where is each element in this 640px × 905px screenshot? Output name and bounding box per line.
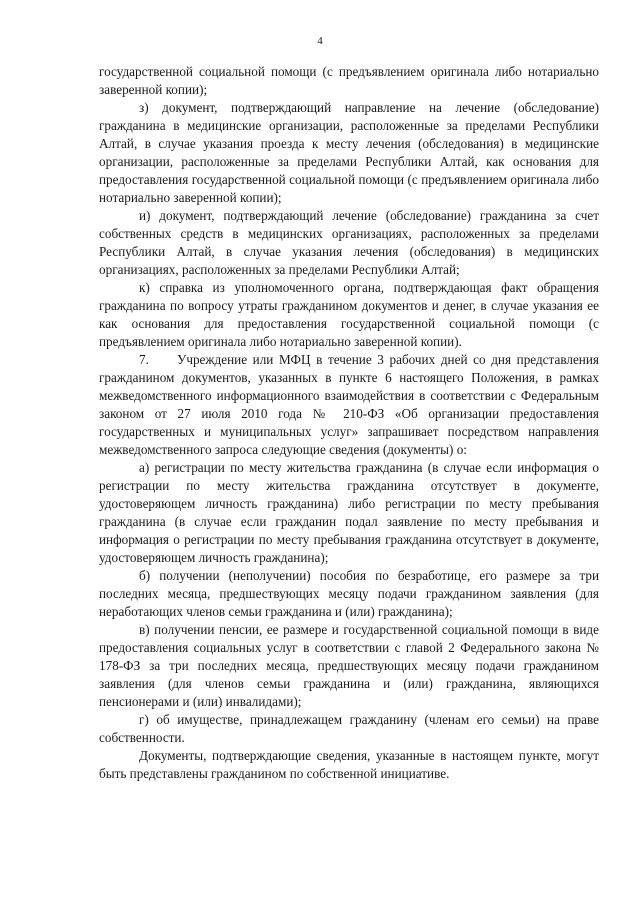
paragraph-continuation: государственной социальной помощи (с предъявлением оригинала либо нотариально заверенной копии); (99, 64, 599, 97)
paragraph-item-i: и) документ, подтверждающий лечение (обследование) гражданина за счет собственных средств в медицинских организациях, расположенных за пределами Республики Алтай, в случае указания лечения (обследования) в медицинских организациях, расположенных за пределами Республики Алтай; (99, 208, 599, 277)
document-body (99, 63, 599, 783)
paragraph-item-v: в) получении пенсии, ее размере и государственной социальной помощи в виде предоставления социальных услуг в соответствии с главой 2 Федерального закона № 178-ФЗ за три последних месяца, предшествующих месяцу подачи гражданином заявления (для членов семьи гражданина и (или) гражданина, являющихся пенсионерами и (или) инвалидами); (99, 622, 599, 709)
page-number: 4 (317, 35, 323, 47)
paragraph-item-k: к) справка из уполномоченного органа, подтверждающая факт обращения гражданина по вопросу утраты гражданином документов и денег, в случае указания ее как основания для предоставления государственной социальной помощи (с предъявлением оригинала либо нотариально заверенной копии). (99, 280, 599, 349)
paragraph-item-g: г) об имуществе, принадлежащем гражданину (членам его семьи) на праве собственности. (99, 712, 599, 745)
paragraph-item-b: б) получении (неполучении) пособия по безработице, его размере за три последних месяца, предшествующих месяцу подачи гражданином заявления (для неработающих членов семьи гражданина и (или) гражданина); (99, 568, 599, 619)
paragraph-closing: Документы, подтверждающие сведения, указанные в настоящем пункте, могут быть представлены гражданином по собственной инициативе. (99, 748, 599, 781)
paragraph-item-z: з) документ, подтверждающий направление на лечение (обследование) гражданина в медицинские организации, расположенные за пределами Республики Алтай, в случае указания проезда к месту лечения (обследования) в медицинские организации, расположенные за пределами Республики Алтай, как основания для предоставления государственной социальной помощи (с предъявлением оригинала либо нотариально заверенной копии); (99, 100, 599, 205)
paragraph-clause-7: 7. Учреждение или МФЦ в течение 3 рабочих дней со дня представления гражданином документов, указанных в пункте 6 настоящего Положения, в рамках межведомственного информационного взаимодействия в соответствии с Федеральным законом от 27 июля 2010 года № 210-ФЗ «Об организации предоставления государственных и муниципальных услуг» запрашивает посредством направления межведомственного запроса следующие сведения (документы) о: (99, 352, 599, 457)
paragraph-item-a: а) регистрации по месту жительства гражданина (в случае если информация о регистрации по месту жительства гражданина отсутствует в документе, удостоверяющем личность гражданина) либо регистрации по месту пребывания гражданина (в случае если гражданин подал заявление по месту пребывания и информация о регистрации по месту пребывания гражданина отсутствует в документе, удостоверяющем личность гражданина); (99, 460, 599, 565)
